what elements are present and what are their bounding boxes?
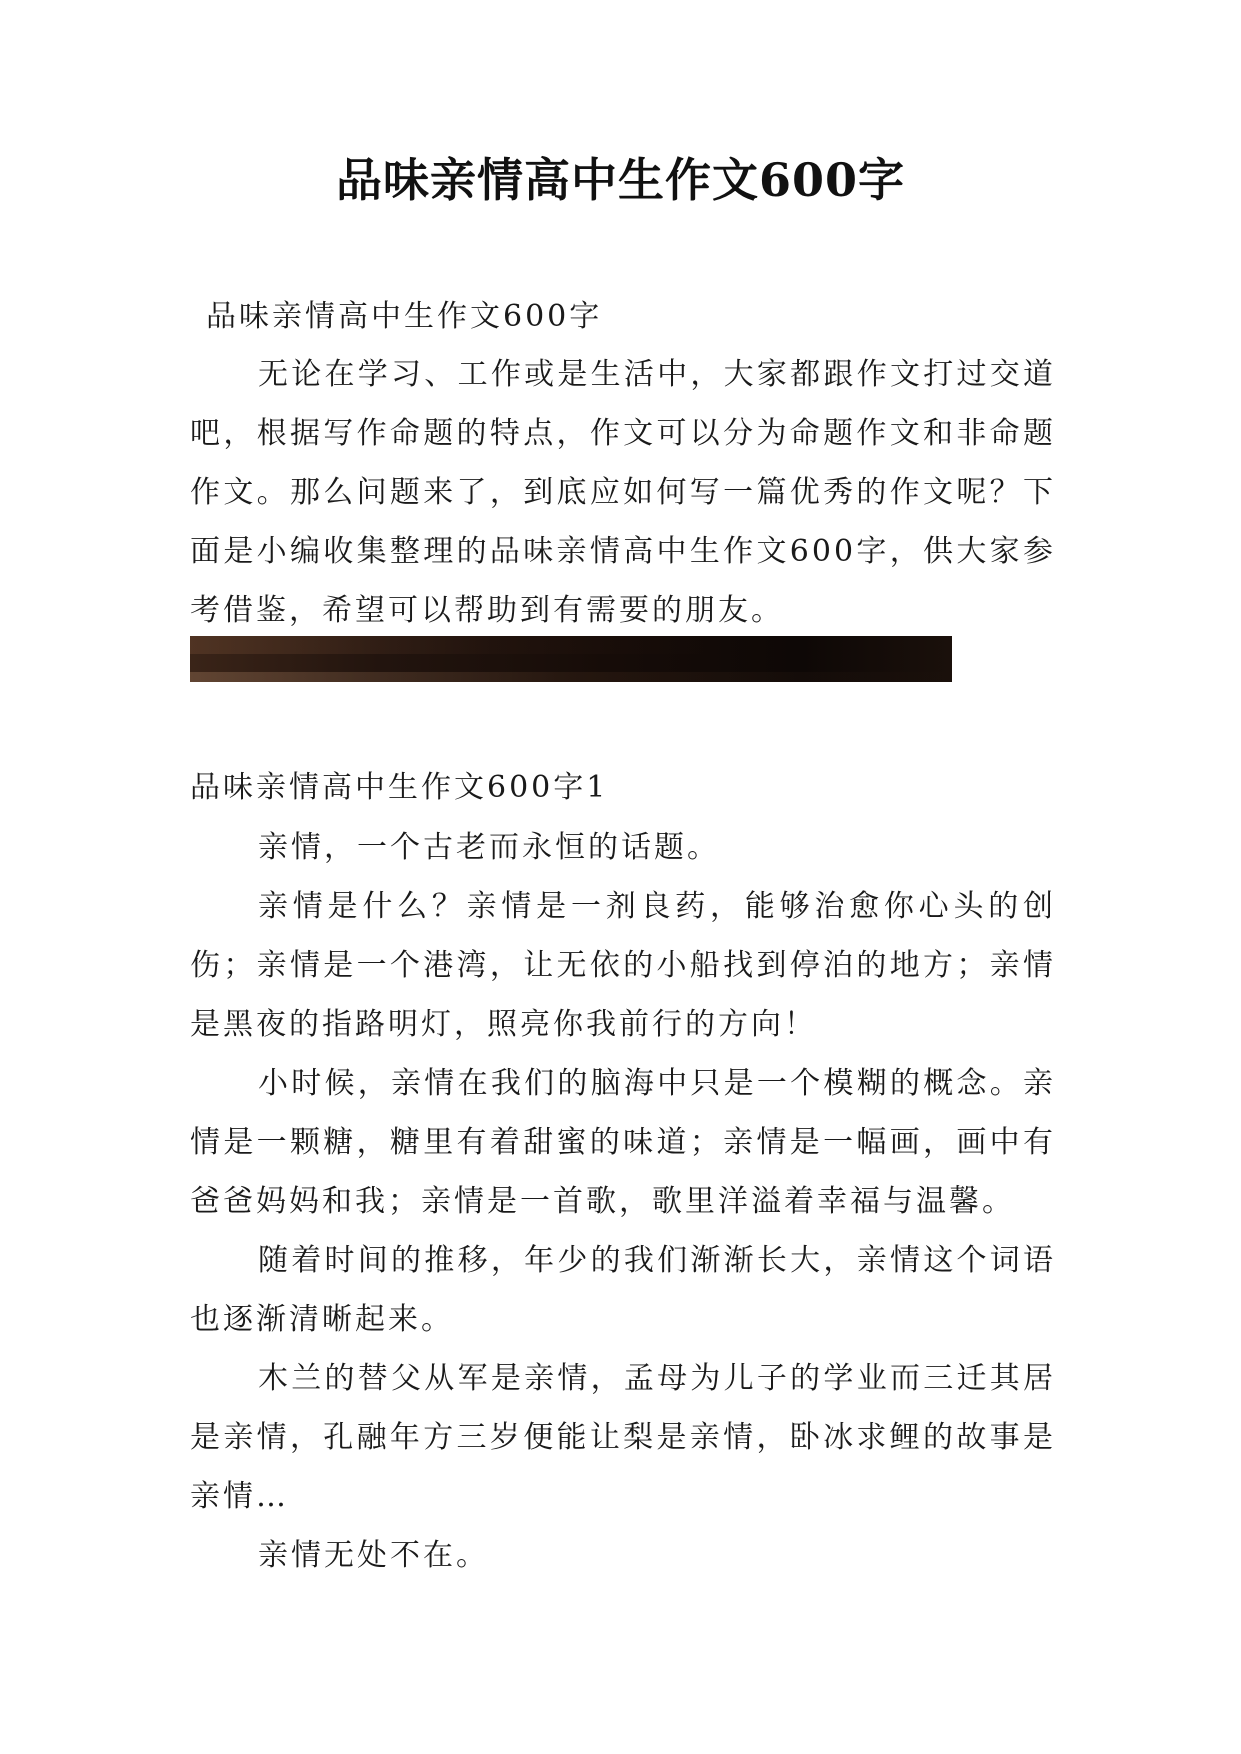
essay-paragraph: 亲情，一个古老而永恒的话题。 bbox=[258, 830, 720, 865]
decorative-banner-image bbox=[190, 636, 952, 682]
essay-paragraph: 木兰的替父从军是亲情，孟母为儿子的学业而三迁其居是亲情，孔融年方三岁便能让梨是亲情，卧冰求鲤的故事是亲情… bbox=[190, 1361, 1056, 1514]
document-title: 品味亲情高中生作文600字 bbox=[335, 153, 906, 207]
essay-paragraph: 亲情是什么？亲情是一剂良药，能够治愈你心头的创伤；亲情是一个港湾，让无依的小船找到停泊的地方；亲情是黑夜的指路明灯，照亮你我前行的方向！ bbox=[190, 889, 1056, 1042]
essay-body bbox=[190, 818, 1056, 1585]
document-subtitle: 品味亲情高中生作文600字 bbox=[206, 299, 603, 334]
essay-paragraph: 小时候，亲情在我们的脑海中只是一个模糊的概念。亲情是一颗糖，糖里有着甜蜜的味道；亲情是一幅画，画中有爸爸妈妈和我；亲情是一首歌，歌里洋溢着幸福与温馨。 bbox=[190, 1066, 1056, 1219]
section-heading: 品味亲情高中生作文600字1 bbox=[190, 770, 609, 805]
essay-paragraph: 随着时间的推移，年少的我们渐渐长大，亲情这个词语也逐渐清晰起来。 bbox=[190, 1243, 1056, 1337]
essay-paragraph: 亲情无处不在。 bbox=[258, 1538, 489, 1573]
intro-paragraph: 无论在学习、工作或是生活中，大家都跟作文打过交道吧，根据写作命题的特点，作文可以分为命题作文和非命题作文。那么问题来了，到底应如何写一篇优秀的作文呢？下面是小编收集整理的品味亲情高中生作文600字，供大家参考借鉴，希望可以帮助到有需要的朋友。 bbox=[190, 357, 1056, 628]
